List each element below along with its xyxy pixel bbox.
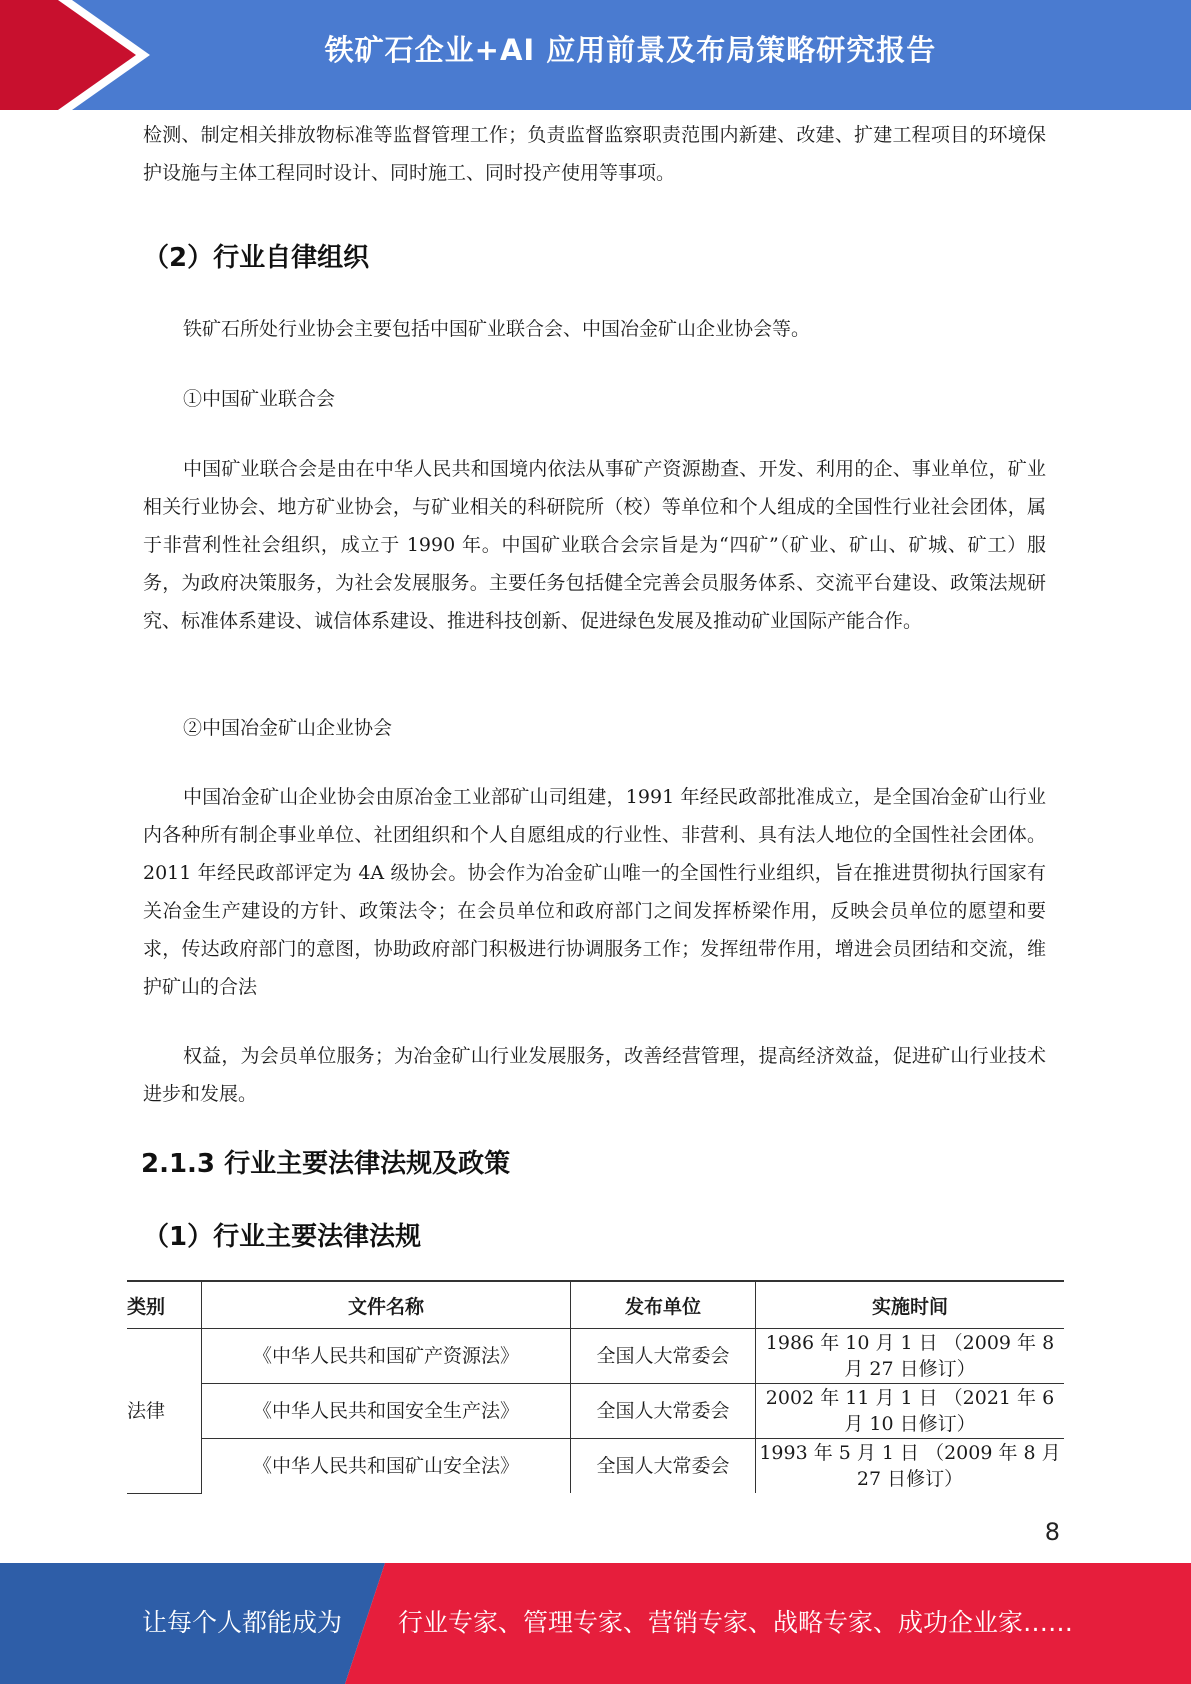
issuer-cell: 全国人大常委会 — [571, 1439, 756, 1494]
page-number: 8 — [1044, 1518, 1060, 1546]
category-cell: 法律 — [127, 1329, 202, 1494]
issuer-cell: 全国人大常委会 — [571, 1329, 756, 1384]
issuer-cell: 全国人大常委会 — [571, 1384, 756, 1439]
law-name-cell: 《中华人民共和国矿产资源法》 — [202, 1329, 571, 1384]
col-header-issuer: 发布单位 — [571, 1281, 756, 1329]
report-title: 铁矿石企业+AI 应用前景及布局策略研究报告 — [324, 33, 937, 67]
col-header-date: 实施时间 — [756, 1281, 1065, 1329]
footer-slogan-right: 行业专家、管理专家、营销专家、战略专家、成功企业家…… — [398, 1608, 1074, 1637]
date-cell: 2002 年 11 月 1 日 （2021 年 6 月 10 日修订） — [756, 1384, 1065, 1439]
item2-paragraph-cont: 权益，为会员单位服务；为冶金矿山行业发展服务，改善经营管理，提高经济效益，促进矿山行业技术进步和发展。 — [143, 1045, 1046, 1105]
date-cell: 1986 年 10 月 1 日 （2009 年 8 月 27 日修订） — [756, 1329, 1065, 1384]
col-header-category: 类别 — [127, 1281, 202, 1329]
table-row — [127, 1329, 1064, 1384]
page-header — [0, 0, 1191, 110]
footer-slogan-left: 让每个人都能成为 — [142, 1608, 343, 1637]
intro-paragraph: 检测、制定相关排放物标准等监督管理工作；负责监督监察职责范围内新建、改建、扩建工程项目的环境保护设施与主体工程同时设计、同时施工、同时投产使用等事项。 — [143, 124, 1046, 184]
item1-title: ①中国矿业联合会 — [183, 388, 336, 410]
law-name-cell: 《中华人民共和国安全生产法》 — [202, 1384, 571, 1439]
table-row — [127, 1384, 1064, 1439]
col-header-name: 文件名称 — [202, 1281, 571, 1329]
header-arrow-decoration — [0, 0, 150, 110]
item2-title: ②中国冶金矿山企业协会 — [183, 717, 393, 739]
table-header-row — [127, 1281, 1064, 1329]
heading-self-regulation: （2）行业自律组织 — [143, 243, 370, 273]
date-cell: 1993 年 5 月 1 日 （2009 年 8 月 27 日修订） — [759, 1442, 1061, 1490]
law-name-cell: 《中华人民共和国矿山安全法》 — [202, 1439, 571, 1494]
page-footer — [0, 1563, 1191, 1684]
section-heading: 2.1.3 行业主要法律法规及政策 — [141, 1149, 511, 1179]
item1-paragraph: 中国矿业联合会是由在中华人民共和国境内依法从事矿产资源勘查、开发、利用的企、事业单位，矿业相关行业协会、地方矿业协会，与矿业相关的科研院所（校）等单位和个人组成的全国性行业社会团体，属于非营利性社会组织，成立于 1990 年。中国矿业联合会宗旨是为“四矿”（矿业、矿山、矿城、矿工）服务，为政府决策服务，为社会发展服务。主要任务包括健全完善会员服务体系、交流平台建设、政策法规研究、标准体系建设、诚信体系建设、推进科技创新、促进绿色发展及推动矿业国际产能合作。 — [143, 458, 1046, 632]
laws-table — [127, 1280, 1064, 1494]
associations-paragraph: 铁矿石所处行业协会主要包括中国矿业联合会、中国冶金矿山企业协会等。 — [183, 318, 811, 340]
item2-paragraph: 中国冶金矿山企业协会由原冶金工业部矿山司组建，1991 年经民政部批准成立，是全国冶金矿山行业内各种所有制企事业单位、社团组织和个人自愿组成的行业性、非营利、具有法人地位的全国性社会团体。2011 年经民政部评定为 4A 级协会。协会作为冶金矿山唯一的全国性行业组织，旨在推进贯彻执行国家有关冶金生产建设的方针、政策法令；在会员单位和政府部门之间发挥桥梁作用，反映会员单位的愿望和要求，传达政府部门的意图，协助政府部门积极进行协调服务工作；发挥纽带作用，增进会员团结和交流，维护矿山的合法 — [143, 786, 1046, 998]
table-row — [127, 1439, 1064, 1494]
subsection-heading: （1）行业主要法律法规 — [143, 1222, 422, 1252]
